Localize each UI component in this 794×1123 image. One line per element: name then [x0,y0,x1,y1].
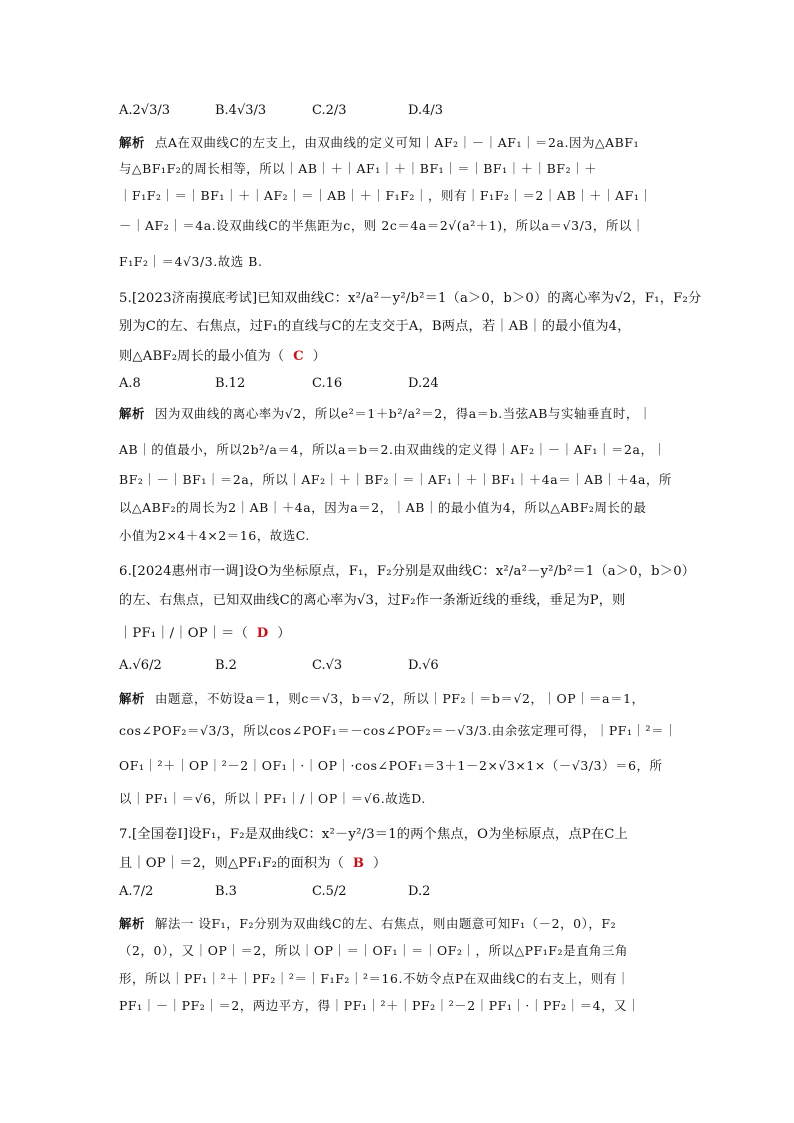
q6-option-d: D.√6 [408,658,439,673]
q7-option-c: C.5/2 [312,884,347,899]
q4-explanation-line-2: 与△BF₁F₂的周长相等，所以｜AB｜＋｜AF₁｜＋｜BF₁｜＝｜BF₁｜＋｜BF₂｜＋ [119,161,598,176]
q6-explanation-line-4: 以｜PF₁｜＝√6，所以｜PF₁｜/｜OP｜＝√6.故选D. [119,791,426,806]
q4-option-a: A.2√3/3 [119,103,170,118]
q7-explanation-text-1: 解法一 设F₁，F₂分别为双曲线C的左、右焦点，则由题意可知F₁（－2，0），F₂ [154,916,617,931]
q7-explanation-line-4: PF₁｜－｜PF₂｜＝2，两边平方，得｜PF₁｜²＋｜PF₂｜²－2｜PF₁｜·｜PF₂｜＝4，又｜ [119,998,641,1013]
q6-explanation-label: 解析 [119,691,145,706]
q6-option-b: B.2 [215,658,237,673]
q4-option-c: C.2/3 [312,103,347,118]
q4-explanation-line-5: F₁F₂｜＝4√3/3.故选 B. [119,254,263,269]
q6-explanation-line-1 [119,690,679,708]
q5-explanation-text-1: 因为双曲线的离心率为√2，所以e²＝1＋b²/a²＝2，得a＝b.当弦AB与实轴垂直时，｜ [154,406,652,421]
q6-answer: D [256,626,269,641]
q7-stem-line-1: 7.[全国卷Ⅰ]设F₁，F₂是双曲线C：x²－y²/3＝1的两个焦点，O为坐标原点，点P在C上 [119,827,628,842]
q7-explanation-line-1 [119,915,679,933]
q5-option-b: B.12 [215,376,246,391]
q7-close-paren: ） [372,856,387,871]
q5-answer: C [293,349,304,364]
q5-stem-line-3 [119,348,679,366]
q5-close-paren: ） [312,349,326,364]
q4-explanation-label: 解析 [119,135,145,150]
q7-option-a: A.7/2 [119,884,154,899]
q7-explanation-line-3: 形，所以｜PF₁｜²＋｜PF₂｜²＝｜F₁F₂｜²＝16.不妨令点P在双曲线C的右支上，则有｜ [119,971,630,986]
q7-stem-line-2 [119,855,679,873]
q5-explanation-line-3: BF₂｜－｜BF₁｜＝2a，所以｜AF₂｜＋｜BF₂｜＝｜AF₁｜＋｜BF₁｜＋4a＝｜AB｜＋4a，所 [119,472,672,487]
q7-explanation-label: 解析 [119,916,145,931]
q4-explanation-text-1: 点A在双曲线C的左支上，由双曲线的定义可知｜AF₂｜－｜AF₁｜＝2a.因为△ABF₁ [154,135,640,150]
q4-explanation-line-4: －｜AF₂｜＝4a.设双曲线C的半焦距为c，则 2c＝4a＝2√(a²＋1)，所以a＝√3/3，所以｜ [119,218,645,233]
q6-explanation-line-2: cos∠POF₂＝√3/3，所以cos∠POF₁＝－cos∠POF₂＝－√3/3.由余弦定理可得，｜PF₁｜²＝｜ [119,723,678,738]
q5-stem-text-3: 则△ABF₂周长的最小值为（ [119,349,285,364]
q6-explanation-text-1: 由题意，不妨设a＝1，则c＝√3，b＝√2，所以｜PF₂｜＝b＝√2，｜OP｜＝a＝1， [154,691,645,706]
q5-explanation-line-4: 以△ABF₂的周长为2｜AB｜＋4a，因为a＝2，｜AB｜的最小值为4，所以△ABF₂周长的最 [119,500,647,515]
q6-option-c: C.√3 [312,658,343,673]
q4-option-d: D.4/3 [408,103,444,118]
q7-answer: B [352,856,365,871]
q5-option-c: C.16 [312,376,343,391]
q6-option-a: A.√6/2 [119,658,162,673]
q5-explanation-line-1 [119,405,679,423]
q7-stem-text-2: 且｜OP｜＝2，则△PF₁F₂的面积为（ [119,856,345,871]
q6-stem-text-3: ｜PF₁｜/｜OP｜＝（ [119,626,248,641]
q6-explanation-line-3: OF₁｜²＋｜OP｜²－2｜OF₁｜·｜OP｜·cos∠POF₁＝3＋1－2×√3×1×（－√3/3）＝6，所 [119,758,663,773]
q6-stem-line-2: 的左、右焦点，已知双曲线C的离心率为√3，过F₂作一条渐近线的垂线，垂足为P，则 [119,593,626,608]
q5-stem-line-2: 别为C的左、右焦点，过F₁的直线与C的左支交于A，B两点，若｜AB｜的最小值为4， [119,319,631,334]
q5-option-d: D.24 [408,376,439,391]
q5-option-a: A.8 [119,376,141,391]
q7-option-b: B.3 [215,884,237,899]
q5-explanation-line-2: AB｜的值最小，所以2b²/a＝4，所以a＝b＝2.由双曲线的定义得｜AF₂｜－｜AF₁｜＝2a，｜ [119,442,667,457]
q5-stem-line-1: 5.[2023济南摸底考试]已知双曲线C：x²/a²－y²/b²＝1（a＞0，b＞0）的离心率为√2，F₁，F₂分 [119,291,702,306]
q5-explanation-label: 解析 [119,406,145,421]
q6-stem-line-3 [119,625,679,643]
q4-option-b: B.4√3/3 [215,103,267,118]
q6-close-paren: ） [277,626,291,641]
q6-stem-line-1: 6.[2024惠州市一调]设O为坐标原点，F₁，F₂分别是双曲线C：x²/a²－y²/b²＝1（a＞0，b＞0） [119,564,696,579]
q4-explanation-line-3: ｜F₁F₂｜＝｜BF₁｜＋｜AF₂｜＝｜AB｜＋｜F₁F₂｜，则有｜F₁F₂｜＝2｜AB｜＋｜AF₁｜ [119,188,653,203]
q7-explanation-line-2: （2，0），又｜OP｜＝2，所以｜OP｜＝｜OF₁｜＝｜OF₂｜，所以△PF₁F₂是直角三角 [119,943,629,958]
q5-explanation-line-5: 小值为2×4＋4×2＝16，故选C. [119,528,310,543]
q4-explanation-line-1 [119,134,679,152]
q7-option-d: D.2 [408,884,431,899]
